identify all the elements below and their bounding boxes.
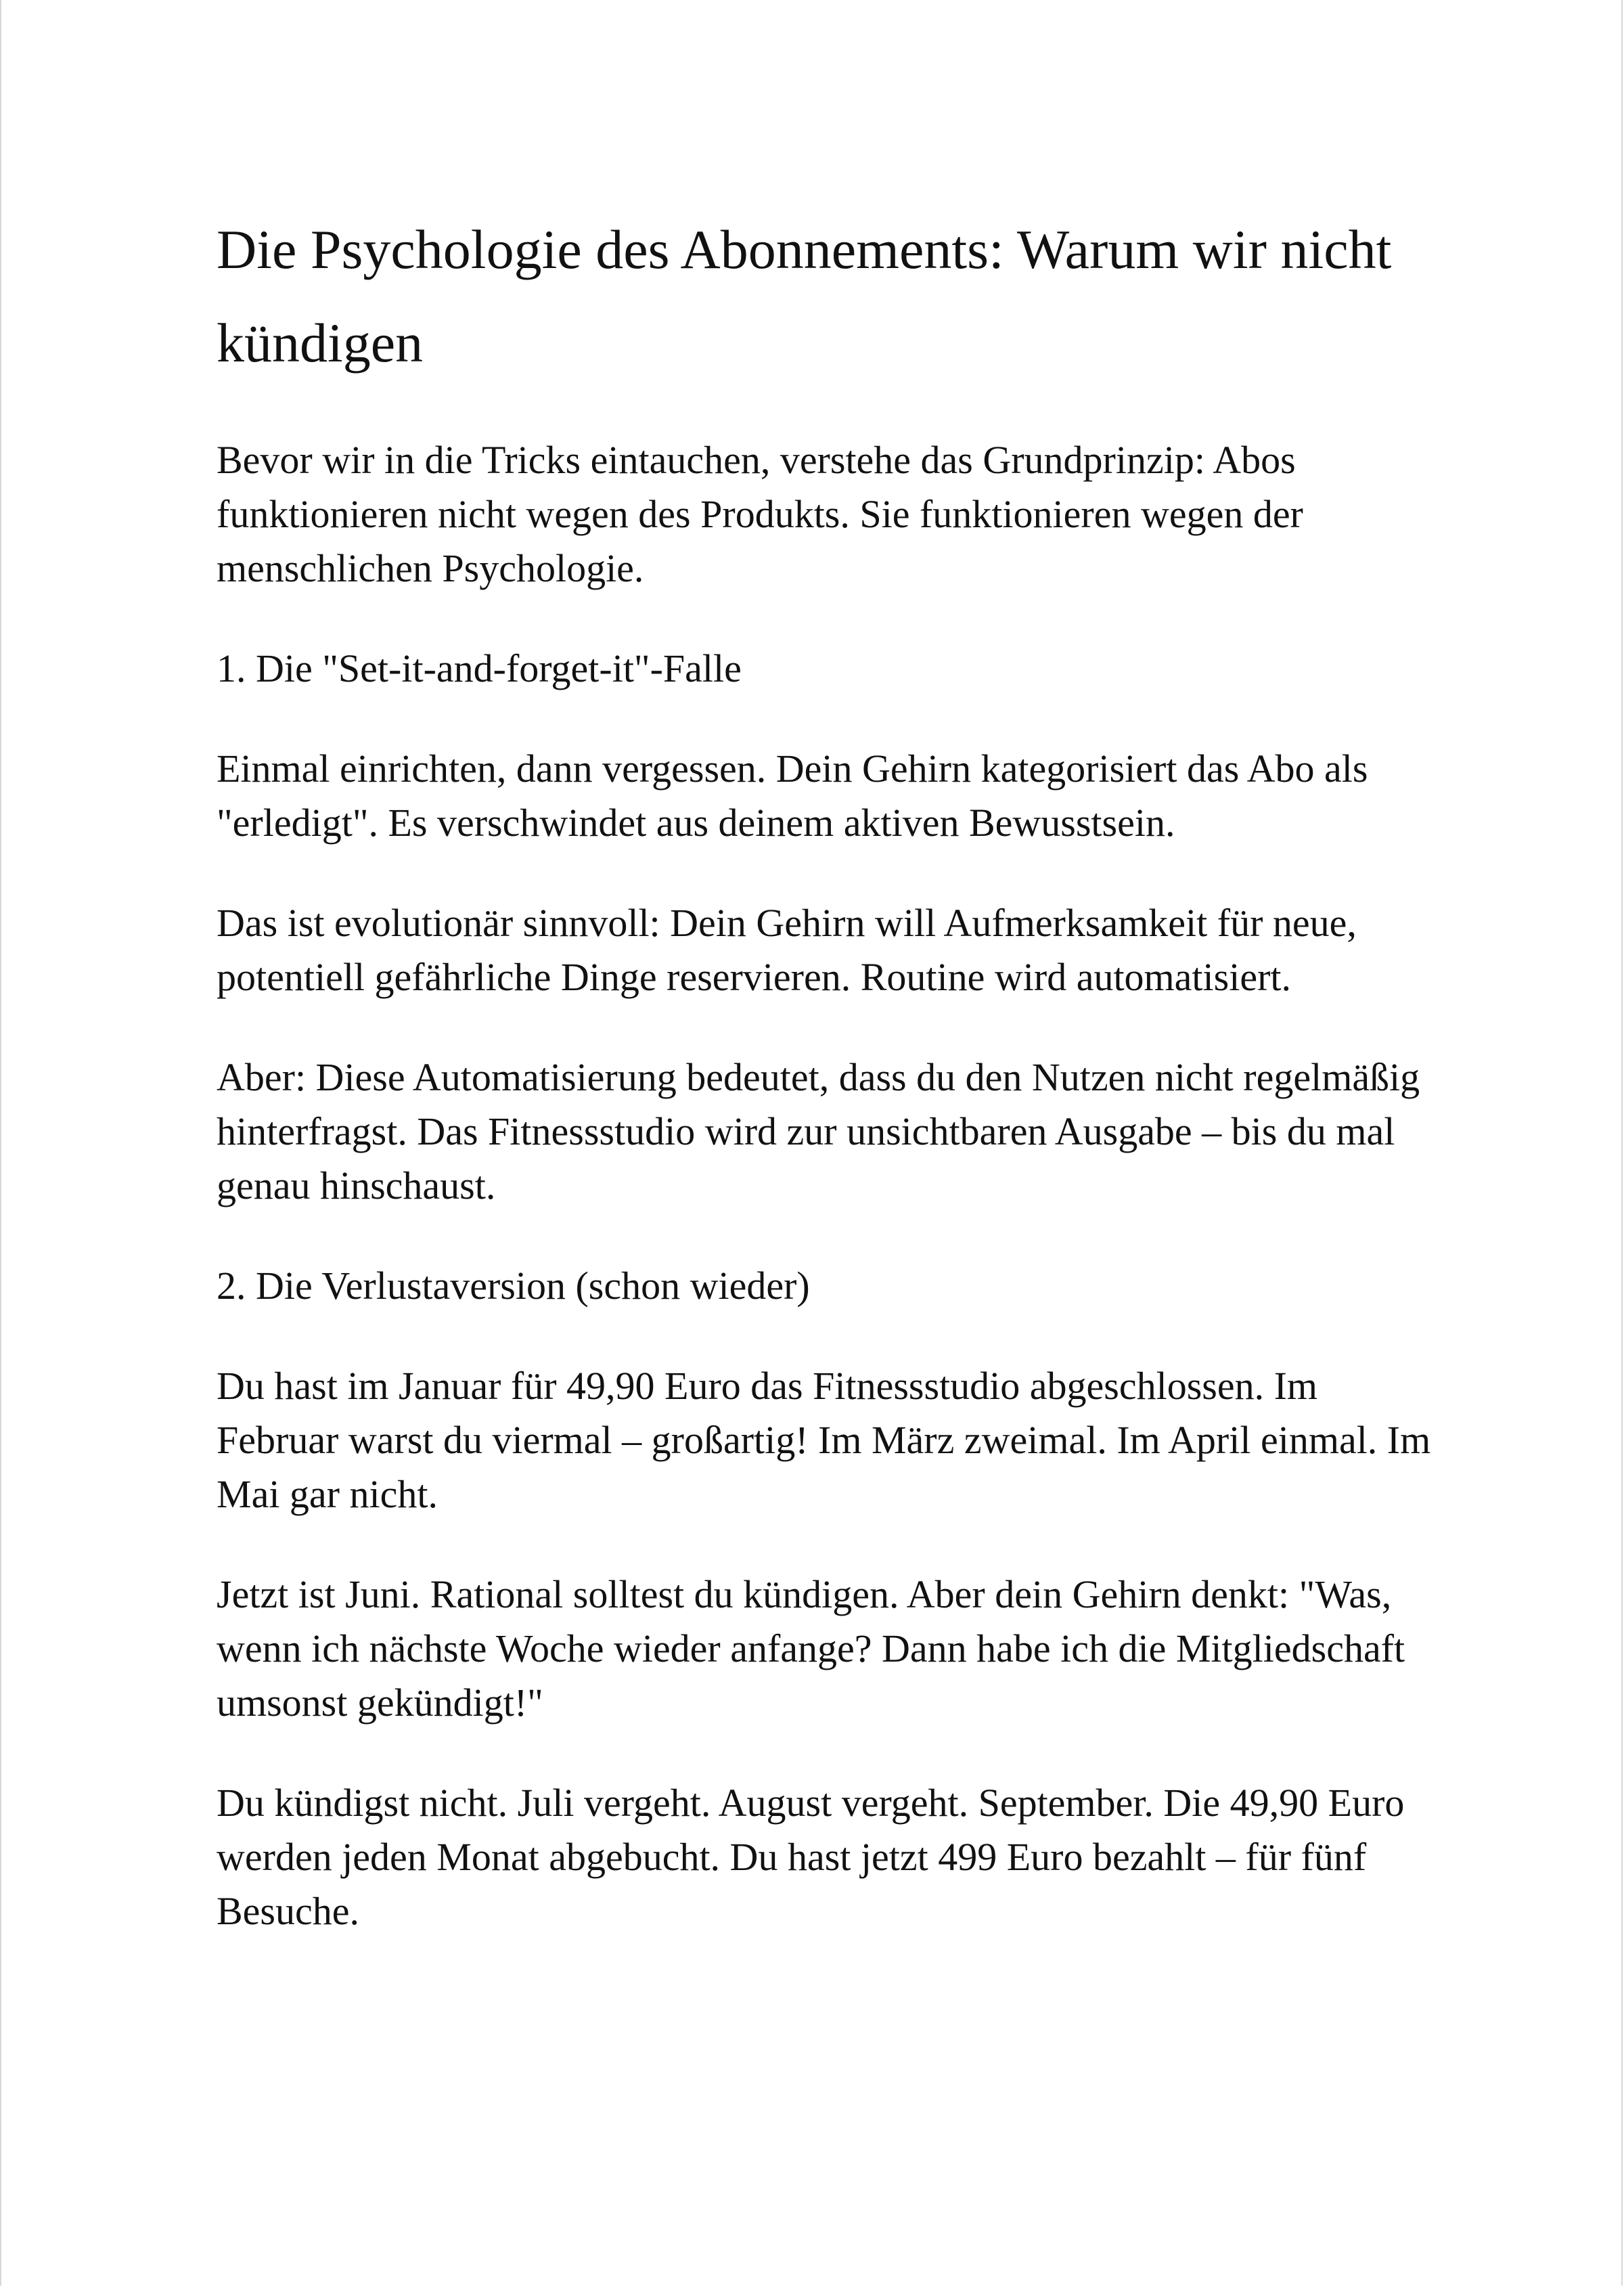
paragraph-intro: Bevor wir in die Tricks eintauchen, verstehe das Grundprinzip: Abos funktionieren nicht wegen des Produkts. Sie funktionieren wegen der menschlichen Psychologie. <box>217 438 1303 590</box>
document-content <box>217 203 1435 1984</box>
paragraph-loss-aversion-3: Du kündigst nicht. Juli vergeht. August vergeht. September. Die 49,90 Euro werden jeden Monat abgebucht. Du hast jetzt 499 Euro bezahlt – für fünf Besuche. <box>217 1781 1405 1933</box>
paragraph-set-and-forget-1: Einmal einrichten, dann vergessen. Dein Gehirn kategorisiert das Abo als "erledigt". Es verschwindet aus deinem aktiven Bewusstsein. <box>217 747 1368 845</box>
section-heading-2: 2. Die Verlustaversion (schon wieder) <box>217 1264 810 1308</box>
paragraph-set-and-forget-2: Das ist evolutionär sinnvoll: Dein Gehirn will Aufmerksamkeit für neue, potentiell gefährliche Dinge reservieren. Routine wird automatisiert. <box>217 901 1357 999</box>
document-title: Die Psychologie des Abonnements: Warum wir nicht kündigen <box>217 219 1392 374</box>
paragraph-loss-aversion-2: Jetzt ist Juni. Rational solltest du kündigen. Aber dein Gehirn denkt: "Was, wenn ich nächste Woche wieder anfange? Dann habe ich die Mitgliedschaft umsonst gekündigt!" <box>217 1572 1405 1725</box>
paragraph-set-and-forget-3: Aber: Diese Automatisierung bedeutet, dass du den Nutzen nicht regelmäßig hinterfragst. Das Fitnessstudio wird zur unsichtbaren Ausgabe – bis du mal genau hinschaust. <box>217 1055 1420 1207</box>
section-heading-1: 1. Die "Set-it-and-forget-it"-Falle <box>217 646 742 690</box>
paragraph-loss-aversion-1: Du hast im Januar für 49,90 Euro das Fitnessstudio abgeschlossen. Im Februar warst du viermal – großartig! Im März zweimal. Im April einmal. Im Mai gar nicht. <box>217 1364 1431 1516</box>
